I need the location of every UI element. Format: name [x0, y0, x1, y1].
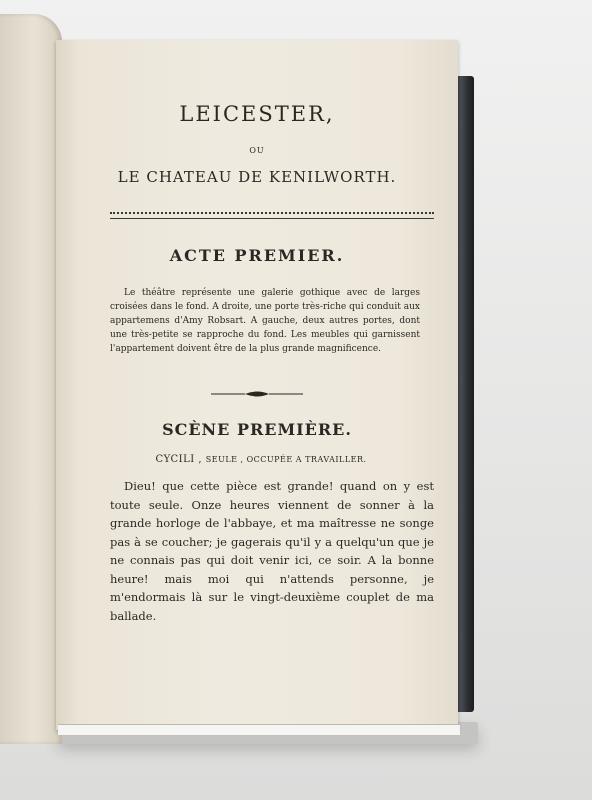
character-line [146, 454, 376, 465]
decorative-rule [110, 212, 434, 219]
book-page [56, 40, 458, 730]
scene-heading: SCÈNE PREMIÈRE. [162, 420, 352, 439]
character-direction: SEULE , OCCUPÉE A TRAVAILLER. [205, 455, 367, 464]
ornament-divider-icon [211, 383, 303, 402]
act-heading: ACTE PREMIER. [169, 246, 345, 265]
left-page-edge [0, 14, 62, 744]
page-stack-edge [58, 724, 460, 735]
play-title: LEICESTER, [179, 102, 335, 126]
title-connector: OU [249, 146, 265, 155]
page-content [56, 40, 458, 730]
character-name: CYCILI , [155, 454, 203, 465]
speech-paragraph: Dieu! que cette pièce est grande! quand on y est toute seule. Onze heures viennent de sonner à la grande horloge de l'abbaye, et ma maîtresse ne songe pas à se coucher; je gagerais qu'il y a quelqu'un que je ne connais pas qui doit venir ici, ce soir. A la bonne heure! mais moi qui n'attends personne, je m'endormais là sur le vingt-deuxième couplet de ma ballade. [110, 479, 434, 623]
stage-direction: Le théâtre représente une galerie gothique avec de larges croisées dans le fond. A droite, une porte très-riche qui conduit aux appartemens d'Amy Robsart. A gauche, deux autres portes, dont une très-petite se rapproche du fond. Les meubles qui garnissent l'appartement doivent être de la plus grande magnificence. [110, 288, 420, 354]
play-subtitle: LE CHATEAU DE KENILWORTH. [117, 168, 397, 186]
